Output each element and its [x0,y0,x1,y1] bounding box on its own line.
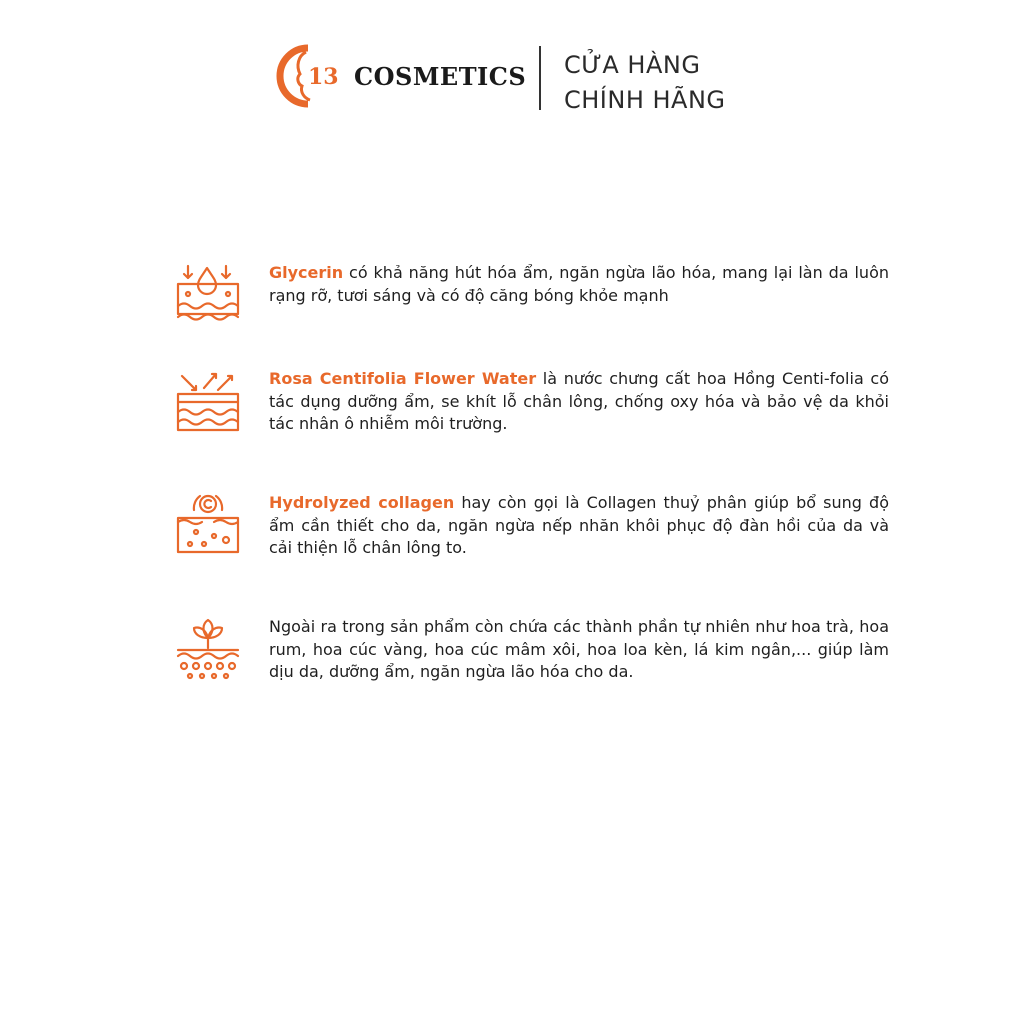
header-divider [539,46,541,110]
logo-number: 13 [308,64,339,90]
brand-header [276,40,776,120]
ingredient-name: Rosa Centifolia Flower Water [269,369,537,388]
ingredient-text: là nước chưng cất hoa Hồng Centi-folia có tác dụng dưỡng ẩm, se khít lỗ chân lông, chống oxy hóa và bảo vệ da khỏi tác nhân ô nhiễm môi trường. [269,369,889,434]
ingredient-description [269,368,889,436]
ingredient-description [269,492,889,560]
skin-protection-reflect-icon [174,368,242,436]
brand-logo-icon [276,44,339,108]
tagline [564,48,726,118]
tagline-line1: CỬA HÀNG [564,51,701,79]
ingredient-text: có khả năng hút hóa ẩm, ngăn ngừa lão hóa, mang lại làn da luôn rạng rỡ, tươi sáng và có độ căng bóng khỏe mạnh [269,263,889,305]
skin-moisture-drop-icon [174,262,242,330]
ingredient-description [269,262,889,307]
brand-name: COSMETICS [354,62,527,91]
ingredient-text: hay còn gọi là Collagen thuỷ phân giúp bổ sung độ ẩm cần thiết cho da, ngăn ngừa nếp nhăn khôi phục độ đàn hồi của da và cải thiện lỗ chân lông to. [269,493,889,558]
flower-skin-icon [174,616,242,684]
collagen-skin-icon [174,492,242,560]
ingredient-text: Ngoài ra trong sản phẩm còn chứa các thành phần tự nhiên như hoa trà, hoa rum, hoa cúc vàng, hoa cúc mâm xôi, hoa loa kèn, lá kim ngân,... giúp làm dịu da, dưỡng ẩm, ngăn ngừa lão hóa cho da. [269,617,889,682]
tagline-line2: CHÍNH HÃNG [564,86,726,114]
ingredient-description [269,616,889,684]
ingredient-name: Glycerin [269,263,344,282]
ingredient-name: Hydrolyzed collagen [269,493,455,512]
